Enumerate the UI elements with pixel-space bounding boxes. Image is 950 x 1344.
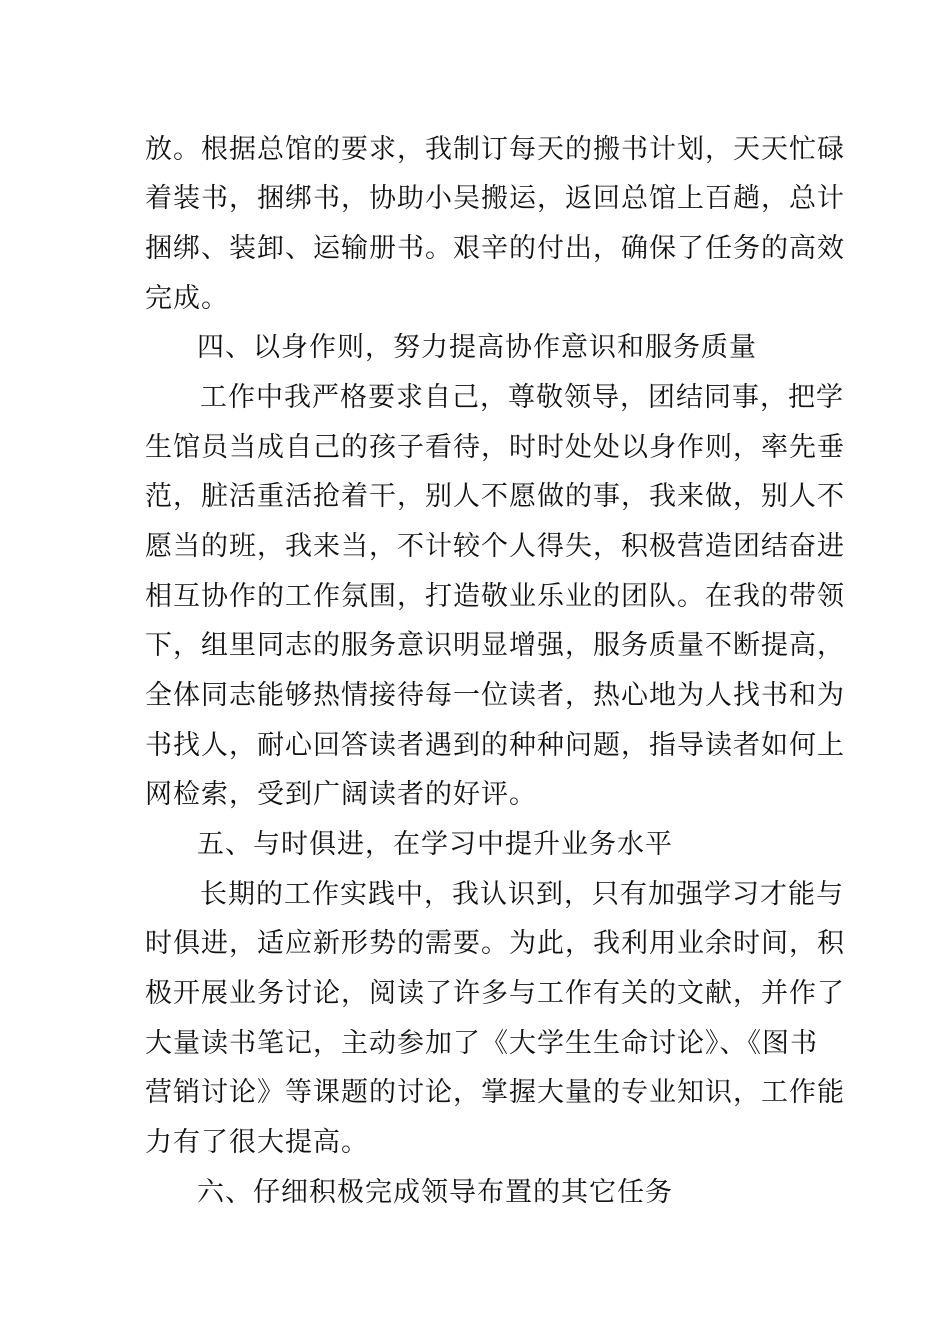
text-line: 大量读书笔记，主动参加了《大学生生命讨论》、《图书 bbox=[145, 1028, 818, 1059]
section-heading-4: 四、以身作则，努力提高协作意识和服务质量 bbox=[197, 332, 757, 363]
text-line: 着装书，捆绑书，协助小吴搬运，返回总馆上百趟，总计 bbox=[145, 183, 845, 214]
section-heading-5: 五、与时俱进，在学习中提升业务水平 bbox=[197, 829, 673, 860]
text-line: 捆绑、装卸、运输册书。艰辛的付出，确保了任务的高效 bbox=[145, 233, 845, 264]
text-line: 完成。 bbox=[145, 283, 229, 314]
text-line: 长期的工作实践中，我认识到，只有加强学习才能与 bbox=[200, 879, 844, 910]
text-line: 力有了很大提高。 bbox=[145, 1127, 369, 1158]
text-line: 相互协作的工作氛围，打造敬业乐业的团队。在我的带领 bbox=[145, 581, 845, 612]
text-line: 营销讨论》等课题的讨论，掌握大量的专业知识，工作能 bbox=[145, 1077, 845, 1108]
text-line: 放。根据总馆的要求，我制订每天的搬书计划，天天忙碌 bbox=[145, 134, 845, 165]
text-line: 极开展业务讨论，阅读了许多与工作有关的文献，并作了 bbox=[145, 978, 845, 1009]
text-line: 工作中我严格要求自己，尊敬领导，团结同事，把学 bbox=[200, 382, 844, 413]
text-line: 时俱进，适应新形势的需要。为此，我利用业余时间，积 bbox=[145, 928, 845, 959]
text-line: 网检索，受到广阔读者的好评。 bbox=[145, 779, 537, 810]
section-heading-6: 六、仔细积极完成领导布置的其它任务 bbox=[197, 1177, 673, 1208]
text-line: 全体同志能够热情接待每一位读者，热心地为人找书和为 bbox=[145, 680, 845, 711]
text-line: 愿当的班，我来当，不计较个人得失，积极营造团结奋进 bbox=[145, 531, 845, 562]
text-line: 范，脏活重活抢着干，别人不愿做的事，我来做，别人不 bbox=[145, 481, 845, 512]
text-line: 下，组里同志的服务意识明显增强，服务质量不断提高， bbox=[145, 630, 845, 661]
text-line: 书找人，耐心回答读者遇到的种种问题，指导读者如何上 bbox=[145, 730, 845, 761]
text-line: 生馆员当成自己的孩子看待，时时处处以身作则，率先垂 bbox=[145, 432, 845, 463]
